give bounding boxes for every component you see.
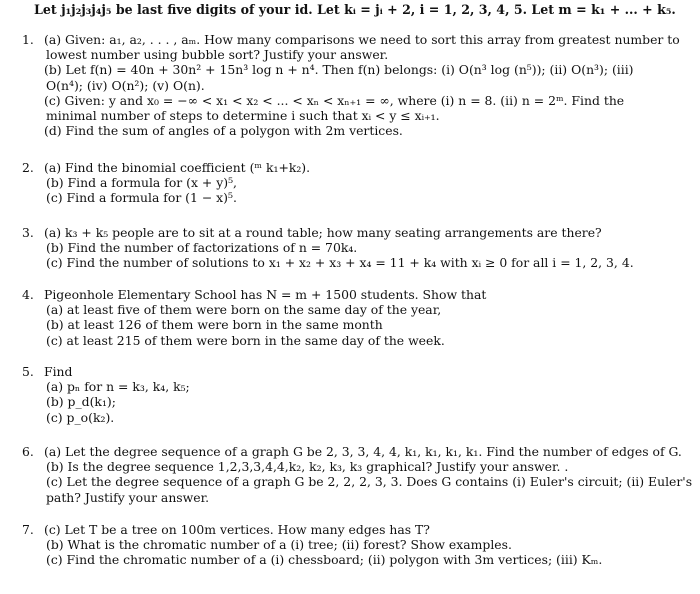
question-line: (b) Let f(n) = 40n + 30n² + 15n³ log n + n⁴. Then f(n) belongs: (i) O(n³ log (n⁵)); (ii) O(n³); (iii) bbox=[44, 62, 634, 78]
question-line: (c) Find a formula for (1 − x)⁵. bbox=[46, 190, 237, 206]
question-line: (a) pₙ for n = k₃, k₄, k₅; bbox=[46, 379, 190, 395]
question-line: (a) at least five of them were born on the same day of the year, bbox=[46, 302, 442, 318]
question-line: (d) Find the sum of angles of a polygon with 2m vertices. bbox=[44, 123, 403, 139]
question-line: (b) p_d(k₁); bbox=[46, 394, 116, 410]
question-number: 4. bbox=[22, 287, 34, 302]
question-line: path? Justify your answer. bbox=[46, 489, 210, 505]
question-line: (b) Find the number of factorizations of n = 70k₄. bbox=[46, 240, 358, 256]
question-line: (c) p_o(k₂). bbox=[46, 409, 115, 425]
question-line: (a) k₃ + k₅ people are to sit at a round table; how many seating arrangements are there? bbox=[44, 225, 602, 240]
question-number: 1. bbox=[22, 32, 34, 47]
question-line: (c) Given: y and x₀ = −∞ < x₁ < x₂ < ... < xₙ < xₙ₊₁ = ∞, where (i) n = 8. (ii) n = 2ᵐ. Find the bbox=[44, 92, 625, 108]
question-number: 5. bbox=[22, 364, 34, 379]
question-line: (c) Find the number of solutions to x₁ + x₂ + x₃ + x₄ = 11 + k₄ with xᵢ ≥ 0 for all i = 1, 2, 3, 4. bbox=[46, 255, 634, 271]
question-number: 7. bbox=[22, 522, 34, 537]
question-line: (b) Is the degree sequence 1,2,3,3,4,4,k₂, k₂, k₃, k₃ graphical? Justify your answer. . bbox=[46, 459, 569, 475]
question-line: (b) at least 126 of them were born in the same month bbox=[46, 317, 383, 333]
question-line: minimal number of steps to determine i such that xᵢ < y ≤ xᵢ₊₁. bbox=[46, 107, 440, 123]
question-line: Find bbox=[44, 364, 73, 379]
question-line: (a) Find the binomial coefficient (ᵐ k₁+k₂). bbox=[44, 160, 311, 175]
question-line: O(n⁴); (iv) O(n²); (v) O(n). bbox=[46, 77, 205, 93]
problem-set-header: Let j₁j₂j₃j₄j₅ be last five digits of your id. Let kᵢ = jᵢ + 2, i = 1, 2, 3, 4, 5. Let m = k₁ + ... + k₅. bbox=[34, 2, 676, 17]
question-number: 6. bbox=[22, 444, 34, 459]
question-line: (a) Given: a₁, a₂, . . . , aₘ. How many comparisons we need to sort this array from greatest number to bbox=[44, 32, 680, 47]
question-line: (b) What is the chromatic number of a (i) tree; (ii) forest? Show examples. bbox=[46, 537, 512, 553]
question-line: (b) Find a formula for (x + y)⁵, bbox=[46, 175, 237, 191]
question-line: lowest number using bubble sort? Justify your answer. bbox=[46, 47, 389, 63]
question-line: (c) Let T be a tree on 100m vertices. How many edges has T? bbox=[44, 522, 430, 537]
question-line: (a) Let the degree sequence of a graph G be 2, 3, 3, 4, 4, k₁, k₁, k₁, k₁. Find the number of edges of G. bbox=[44, 444, 682, 459]
question-number: 2. bbox=[22, 160, 34, 175]
question-line: (c) Find the chromatic number of a (i) chessboard; (ii) polygon with 3m vertices; (iii) Kₘ. bbox=[46, 552, 603, 568]
question-line: Pigeonhole Elementary School has N = m + 1500 students. Show that bbox=[44, 287, 487, 302]
question-line: (c) at least 215 of them were born in the same day of the week. bbox=[46, 332, 445, 348]
question-number: 3. bbox=[22, 225, 34, 240]
question-line: (c) Let the degree sequence of a graph G be 2, 2, 2, 3, 3. Does G contains (i) Euler's circuit; (ii) Euler's bbox=[46, 474, 693, 490]
